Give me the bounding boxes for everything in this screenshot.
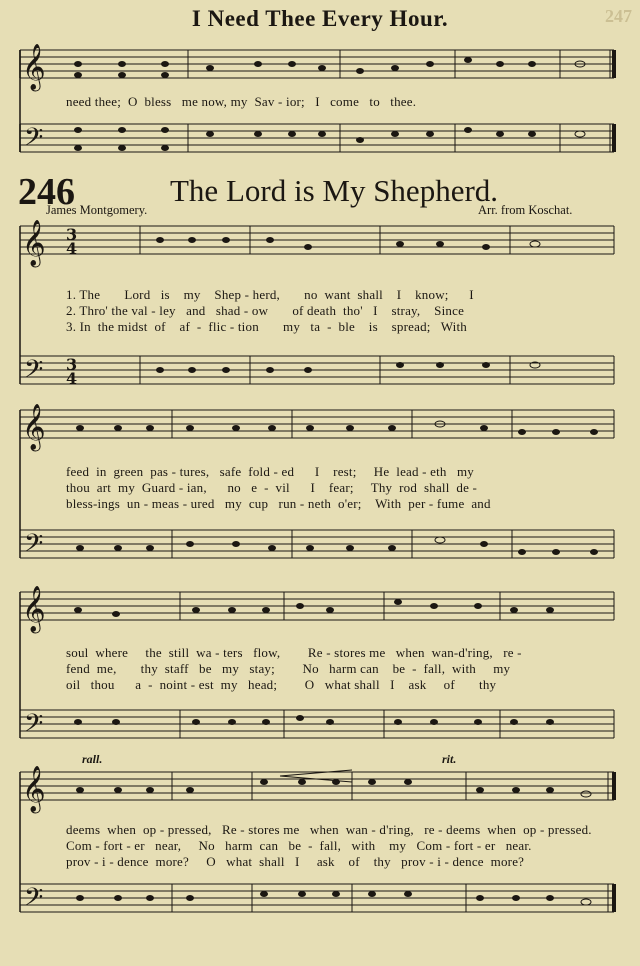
- s2-verse-1: feed in green pas - tures, safe fold - ed I rest; He lead - eth my: [66, 464, 474, 479]
- s1-verse-1: 1. The Lord is my Shep - herd, no want shall I know; I: [66, 287, 474, 302]
- time-sig-bottom-bass: 4: [66, 369, 78, 388]
- svg-text:𝄢: 𝄢: [24, 123, 44, 158]
- svg-text:𝄞: 𝄞: [22, 220, 46, 266]
- svg-text:𝄢: 𝄢: [24, 529, 44, 564]
- hymn-title: The Lord is My Shepherd.: [170, 173, 499, 208]
- svg-text:𝄞: 𝄞: [22, 404, 46, 450]
- svg-text:𝄞: 𝄞: [22, 44, 46, 90]
- s4-verse-2: Com - fort - er near, No harm can be - fall, with my Com - fort - er near.: [66, 838, 532, 853]
- time-sig-top-treble: 3: [66, 225, 78, 244]
- svg-text:𝄢: 𝄢: [24, 355, 44, 390]
- svg-text:𝄢: 𝄢: [24, 883, 44, 918]
- hymn-arranger: Arr. from Koschat.: [478, 203, 573, 217]
- s3-verse-3: oil thou a - noint - est my head; O what shall I ask of thy: [66, 677, 497, 692]
- svg-text:𝄞: 𝄞: [22, 766, 46, 812]
- hymn-number: 246: [18, 171, 75, 213]
- hymn-author: James Montgomery.: [46, 203, 148, 217]
- svg-text:𝄢: 𝄢: [24, 709, 44, 744]
- time-sig-bottom-treble: 4: [66, 239, 78, 258]
- rall-marking: rall.: [82, 752, 103, 766]
- rit-marking: rit.: [442, 752, 457, 766]
- previous-hymn-title: I Need Thee Every Hour.: [191, 6, 449, 31]
- hymn-notes: [74, 237, 598, 905]
- s2-verse-2: thou art my Guard - ian, no e - vil I fear; Thy rod shall de -: [66, 480, 478, 495]
- page-number: 247: [605, 6, 632, 26]
- s4-verse-3: prov - i - dence more? O what shall I ask of thy prov - i - dence more?: [66, 854, 525, 869]
- previous-hymn-lyric: need thee; O bless me now, my Sav - ior; I come to thee.: [66, 94, 417, 109]
- s2-verse-3: bless-ings un - meas - ured my cup run - neth o'er; With per - fume and: [66, 496, 491, 511]
- s4-verse-1: deems when op - pressed, Re - stores me when wan - d'ring, re - deems when op - pressed.: [66, 822, 592, 837]
- svg-text:𝄞: 𝄞: [22, 586, 46, 632]
- s3-verse-2: fend me, thy staff be my stay; No harm can be - fall, with my: [66, 661, 511, 676]
- s3-verse-1: soul where the still wa - ters flow, Re - stores me when wan-d'ring, re -: [66, 645, 522, 660]
- s1-verse-3: 3. In the midst of af - flic - tion my ta - ble is spread; With: [66, 319, 467, 334]
- time-sig-top-bass: 3: [66, 355, 78, 374]
- s1-verse-2: 2. Thro' the val - ley and shad - ow of death tho' I stray, Since: [66, 303, 465, 318]
